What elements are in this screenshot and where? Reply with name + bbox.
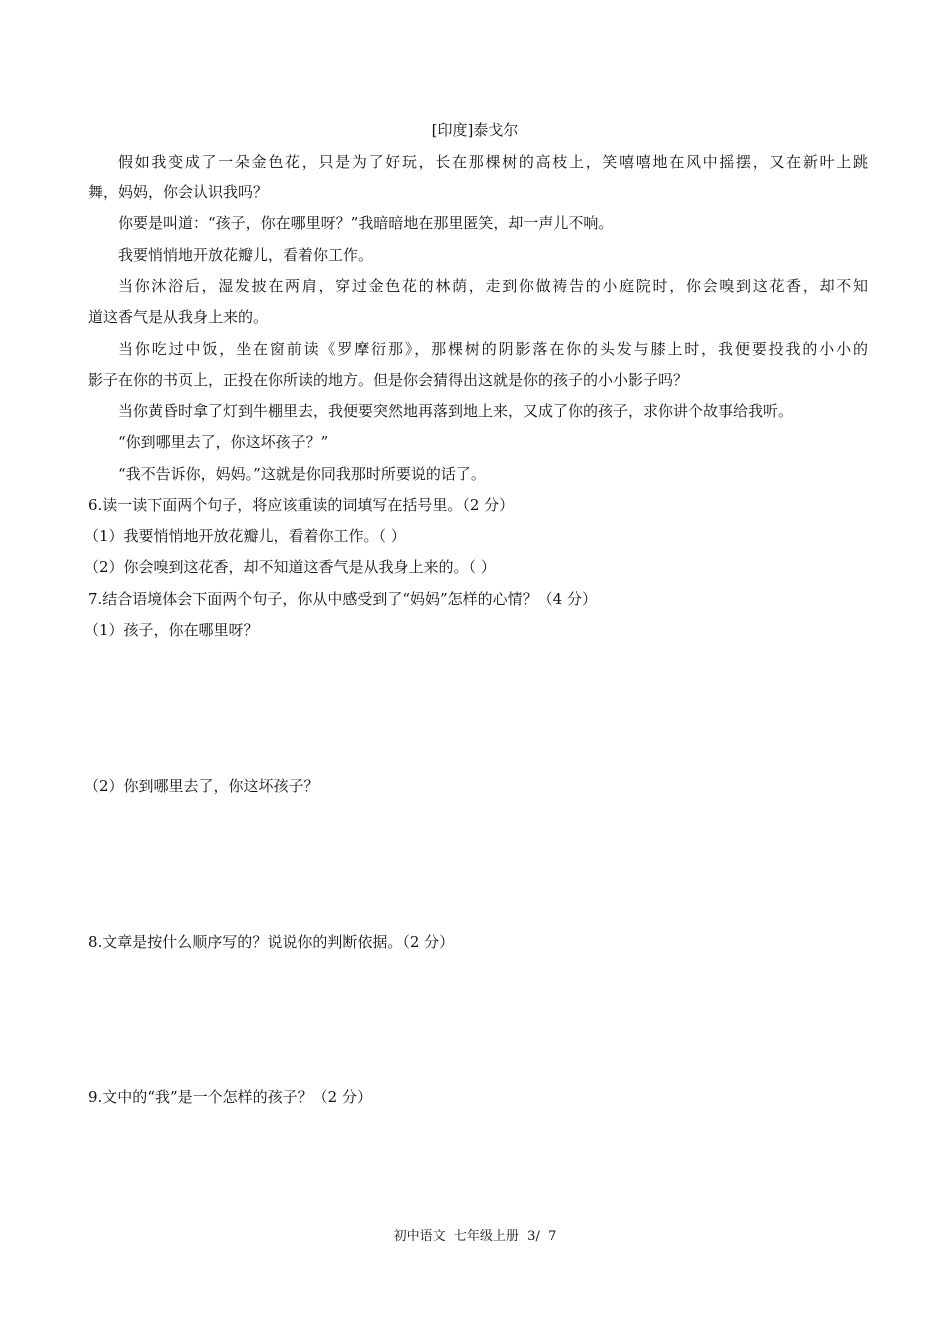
author-line: [印度]泰戈尔 (431, 121, 519, 139)
question-7-stem: 7.结合语境体会下面两个句子，你从中感受到了“妈妈”怎样的心情？（4 分） (88, 590, 597, 608)
passage-paragraph-7: “你到哪里去了，你这坏孩子？” (118, 433, 329, 451)
question-6-sentence-1: （1）我要悄悄地开放花瓣儿，看着你工作。（ ） (84, 527, 406, 545)
passage-paragraph-4-line-2: 道这香气是从我身上来的。 (88, 308, 269, 326)
page-footer: 初中语文 七年级上册 3/ 7 (393, 1229, 557, 1244)
passage-paragraph-8: “我不告诉你，妈妈。”这就是你同我那时所要说的话了。 (118, 465, 486, 483)
question-6-sentence-2: （2）你会嗅到这花香，却不知道这香气是从我身上来的。（ ） (84, 558, 496, 576)
passage-paragraph-5-line-1: 当你吃过中饭，坐在窗前读《罗摩衍那》，那棵树的阴影落在你的头发与膝上时，我便要投我的小小的 (118, 340, 868, 358)
passage-paragraph-1-line-1: 假如我变成了一朵金色花，只是为了好玩，长在那棵树的高枝上，笑嘻嘻地在风中摇摆，又在新叶上跳 (118, 153, 868, 171)
question-8-stem: 8.文章是按什么顺序写的？说说你的判断依据。（2 分） (88, 933, 455, 951)
passage-paragraph-2: 你要是叫道：“孩子，你在哪里呀？”我暗暗地在那里匿笑，却一声儿不响。 (118, 214, 614, 232)
question-9-stem: 9.文中的“我”是一个怎样的孩子？（2 分） (88, 1088, 372, 1106)
passage-paragraph-3: 我要悄悄地开放花瓣儿，看着你工作。 (118, 246, 374, 264)
question-7-sentence-1: （1）孩子，你在哪里呀？ (84, 621, 259, 639)
passage-paragraph-4-line-1: 当你沐浴后，湿发披在两肩，穿过金色花的林荫，走到你做祷告的小庭院时，你会嗅到这花香，却不知 (118, 277, 868, 295)
question-6-stem: 6.读一读下面两个句子，将应该重读的词填写在括号里。（2 分） (88, 496, 515, 514)
passage-paragraph-1-line-2: 舞，妈妈，你会认识我吗？ (88, 183, 269, 201)
passage-paragraph-6: 当你黄昏时拿了灯到牛棚里去，我便要突然地再落到地上来，又成了你的孩子，求你讲个故事给我听。 (118, 402, 794, 420)
question-7-sentence-2: （2）你到哪里去了，你这坏孩子？ (84, 777, 319, 795)
passage-paragraph-5-line-2: 影子在你的书页上，正投在你所读的地方。但是你会猜得出这就是你的孩子的小小影子吗？ (88, 371, 689, 389)
